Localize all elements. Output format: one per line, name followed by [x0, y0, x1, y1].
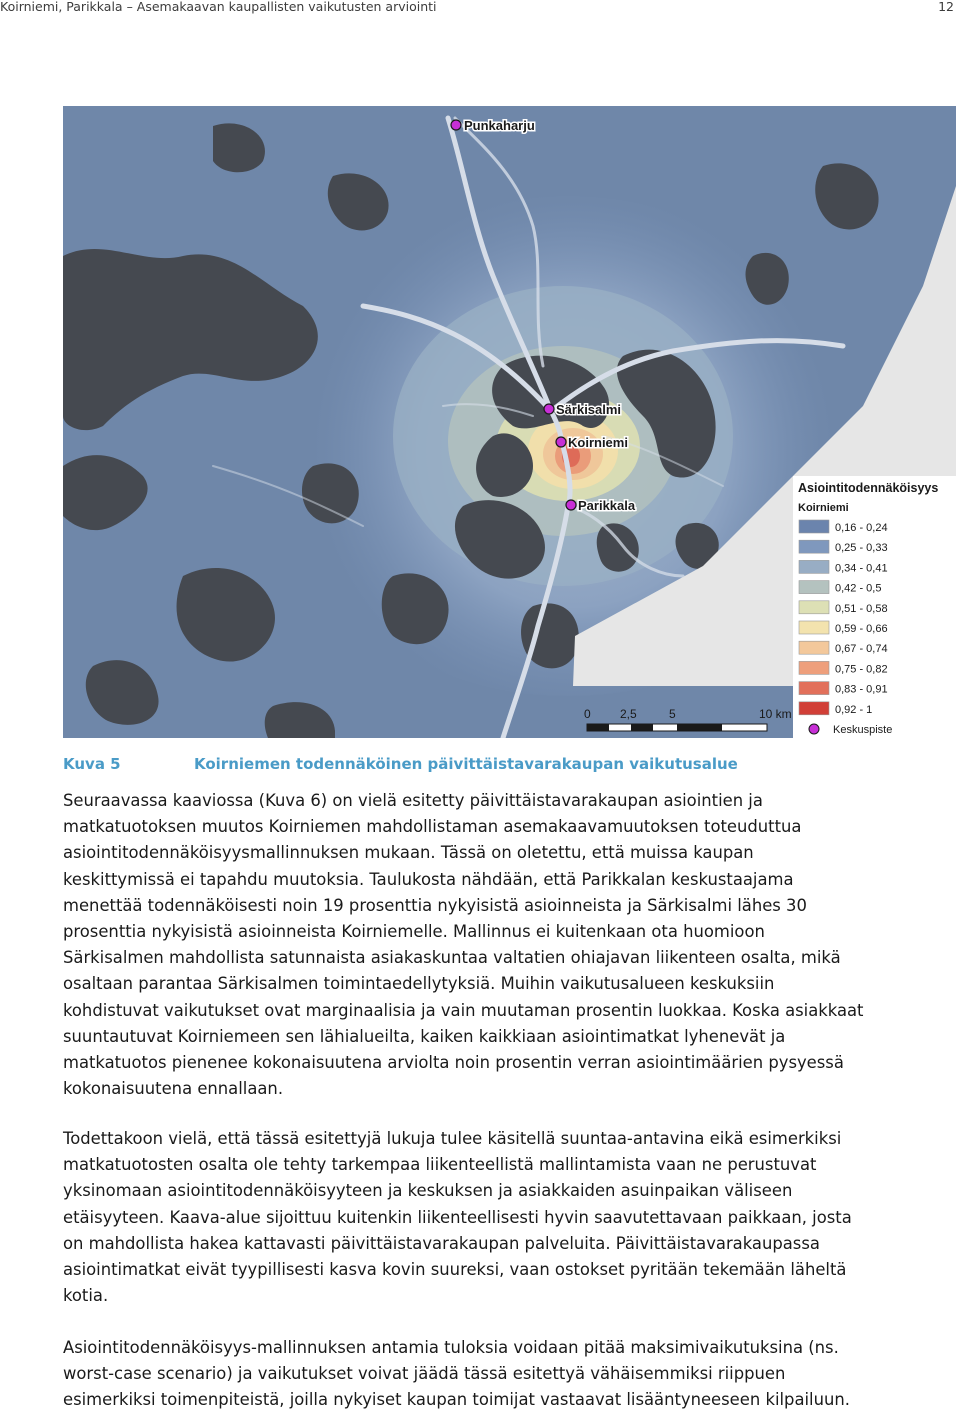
text-line: menettää todennäköisesti noin 19 prosenttia nykyisistä asioinneista ja Särkisalmi lähes 30 — [63, 895, 807, 915]
legend-swatch — [799, 601, 829, 614]
document-title: Koirniemi, Parikkala – Asemakaavan kaupallisten vaikutusten arviointi — [0, 0, 437, 14]
legend-swatch — [799, 661, 829, 674]
text-line: Seuraavassa kaaviossa (Kuva 6) on vielä esitetty päivittäistavarakaupan asiointien ja — [63, 791, 763, 810]
legend-label: 0,59 - 0,66 — [835, 623, 888, 635]
legend-swatch — [799, 560, 829, 573]
legend-swatch — [799, 581, 829, 594]
legend-center-marker — [809, 724, 819, 734]
legend-label: 0,16 - 0,24 — [835, 522, 888, 534]
scale-label-10km: 10 km — [759, 707, 792, 721]
legend-swatch — [799, 540, 829, 553]
caption-number: Kuva 5 — [63, 755, 121, 773]
place-label-punkaharju: Punkaharju — [464, 118, 535, 133]
legend-swatch — [799, 621, 829, 634]
body-paragraph-2 — [63, 1126, 958, 1309]
text-line: yksinomaan asiointitodennäköisyyteen ja keskuksen ja asiakkaiden asuinpaikan väliseen — [63, 1181, 793, 1201]
text-line: etäisyyteen. Kaava-alue sijoittuu kuitenkin liikenteellisesti hyvin saavutettavaan paikkaan, josta — [63, 1207, 852, 1227]
legend-label: 0,51 - 0,58 — [835, 602, 888, 615]
legend-label: 0,92 - 1 — [835, 703, 873, 716]
legend-label: 0,75 - 0,82 — [835, 663, 888, 676]
text-line: suuntautuvat Koirniemeen sen lähialueilta, kaiken kaikkiaan asiointimatkat lyhenevät ja — [63, 1026, 786, 1046]
text-line: kohdistuvat vaikutukset ovat marginaalisia ja vain muutaman prosentin luokkaa. Koska asiakkaat — [63, 1000, 864, 1020]
text-line: osaltaan parantaa Särkisalmen toimintaedellytyksiä. Muihin vaikutusalueen keskuksiin — [63, 974, 775, 994]
text-line: esimerkiksi toimenpiteistä, joilla nykyiset kaupan toimijat vastaavat lisääntyneeseen kilpailuun. — [63, 1390, 850, 1410]
probability-map-figure — [63, 106, 956, 738]
text-line: kokonaisuutena ennallaan. — [63, 1079, 284, 1099]
text-line: asiointimatkat eivät tyypillisesti kasva kovin suureksi, vaan ostokset pyritään tekemään läheltä — [63, 1260, 847, 1280]
text-line: keskittymissä ei tapahdu muutoksia. Taulukosta nähdään, että Parikkalan keskustaajama — [63, 869, 794, 889]
text-line: prosenttia nykyisistä asioinneista Koirniemelle. Mallinnus ei kuitenkaan ota huomioon — [63, 922, 765, 942]
page-number: 12 — [938, 0, 954, 14]
text-line: Asiointitodennäköisyys-mallinnuksen antamia tuloksia voidaan pitää maksimivaikutuksina (ns. — [63, 1338, 839, 1357]
place-label-sarkisalmi: Särkisalmi — [556, 402, 622, 417]
legend-title: Asiointitodennäköisyys — [798, 481, 939, 495]
place-label-koirniemi: Koirniemi — [568, 435, 628, 450]
running-header — [0, 0, 960, 14]
scale-label-2-5: 2,5 — [620, 707, 637, 721]
body-paragraph-1 — [63, 788, 958, 1102]
caption-text: Koirniemen todennäköinen päivittäistavarakaupan vaikutusalue — [194, 755, 738, 773]
legend-center-label: Keskuspiste — [833, 724, 893, 736]
place-marker-punkaharju — [451, 118, 535, 133]
text-line: matkatuotosten osalta ole tehty tarkempaa liikenteellistä mallintamista vaan ne perustuvat — [63, 1155, 817, 1175]
text-line: on mahdollista hakea kattavasti päivittäistavarakaupan palveluita. Päivittäistavarakaupassa — [63, 1233, 820, 1253]
place-marker-sarkisalmi — [544, 402, 621, 417]
text-line: worst-case scenario) ja vaikutukset voivat jäädä tässä esitettyä vähäisemmiksi riippuen — [63, 1364, 786, 1384]
legend-swatch — [799, 520, 829, 533]
legend-label: 0,25 - 0,33 — [835, 542, 888, 555]
legend-swatch — [799, 682, 829, 695]
text-line: Todettakoon vielä, että tässä esitettyjä lukuja tulee käsitellä suuntaa-antavina eikä esimerkiksi — [63, 1129, 842, 1148]
text-line: Särkisalmen mahdollista satunnaista asiakaskuntaa valtatien ohiajavan liikenteen osalta, mikä — [63, 948, 841, 968]
scale-label-5: 5 — [669, 707, 676, 721]
legend-label: 0,34 - 0,41 — [835, 562, 888, 575]
legend-label: 0,83 - 0,91 — [835, 683, 888, 696]
legend-swatch — [799, 702, 829, 715]
place-label-parikkala: Parikkala — [578, 498, 636, 513]
legend-label: 0,67 - 0,74 — [835, 643, 888, 656]
text-line: kotia. — [63, 1286, 109, 1306]
legend-label: 0,42 - 0,5 — [835, 582, 882, 595]
text-line: matkatuotos pienenee kokonaisuutena arviolta noin prosentin verran asiointimäärien pysyessä — [63, 1053, 844, 1073]
scale-label-0: 0 — [584, 707, 591, 721]
text-line: asiointitodennäköisyysmallinnuksen mukaan. Tässä on oletettu, että muissa kaupan — [63, 843, 754, 863]
legend-subtitle: Koirniemi — [798, 502, 849, 514]
map-legend — [793, 476, 956, 738]
body-paragraph-3 — [63, 1335, 958, 1414]
legend-swatch — [799, 641, 829, 654]
text-line: matkatuotoksen muutos Koirniemen mahdollistaman asemakaavamuutoksen toteuduttua — [63, 817, 802, 837]
